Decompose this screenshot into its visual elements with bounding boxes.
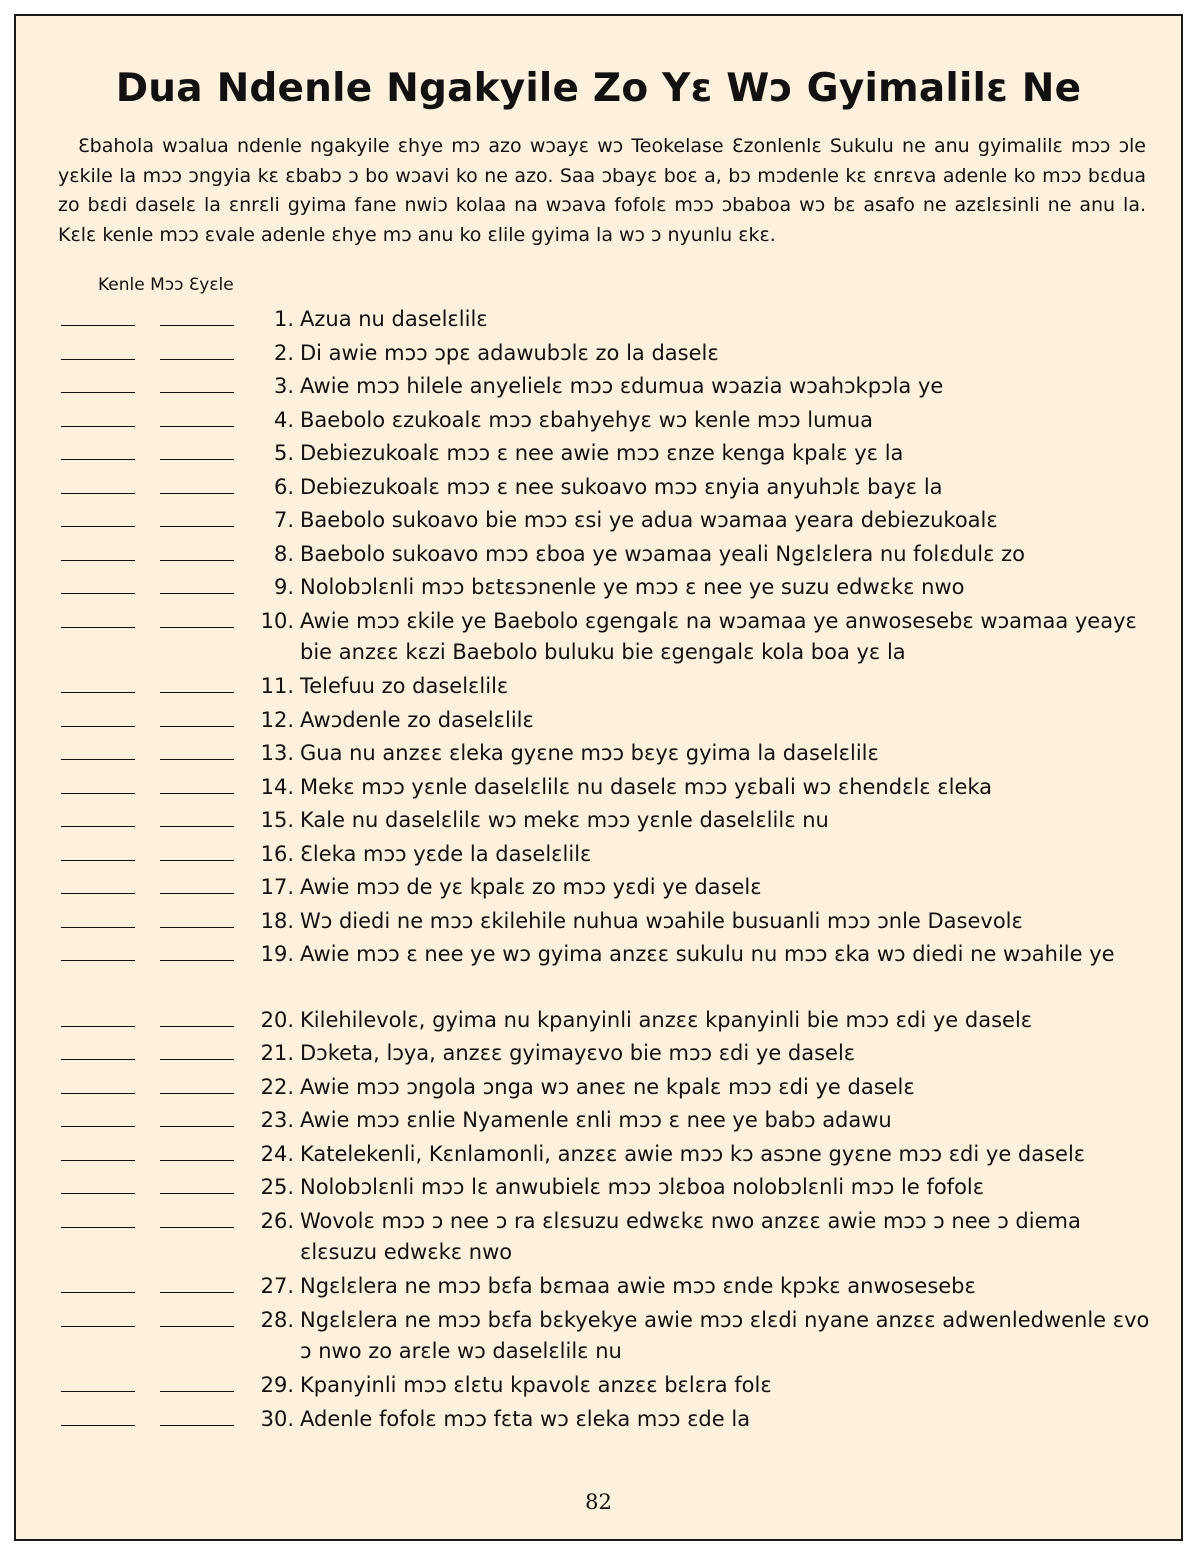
question-number: 24. [260,1141,294,1166]
date-blank-1[interactable] [61,560,135,561]
date-blank-2[interactable] [160,1026,234,1027]
question-text: Awie mɔɔ ɛnlie Nyamenle ɛnli mɔɔ ɛ nee ye babɔ adawu [300,1108,892,1132]
question-number: 28. [260,1307,294,1332]
question-number: 8. [273,541,294,566]
date-blank-1[interactable] [61,826,135,827]
date-blank-1[interactable] [61,726,135,727]
date-blank-1[interactable] [61,1193,135,1194]
question-number: 1. [273,307,294,331]
question-text: Dɔketa, lɔya, anzɛɛ gyimayɛvo bie mɔɔ ɛdi ye daselɛ [300,1041,856,1065]
page-number: 82 [585,1490,612,1514]
date-blank-1[interactable] [61,1425,135,1426]
question-row [16,872,1181,906]
question-number: 4. [273,407,294,432]
question-text: Ngɛlɛlera ne mɔɔ bɛfa bɛmaa awie mɔɔ ɛnde kpɔkɛ anwosesebɛ [300,1274,976,1298]
date-blank-2[interactable] [160,1326,234,1327]
question-number: 7. [273,508,294,532]
question-text: Nolobɔlɛnli mɔɔ bɛtɛsɔnenle ye mɔɔ ɛ nee ye suzu edwɛkɛ nwo [300,575,965,599]
date-blank-1[interactable] [61,426,135,427]
question-number: 21. [260,1041,294,1065]
question-row [16,906,1181,940]
date-blank-2[interactable] [160,359,234,360]
question-row [16,371,1181,405]
question-row [16,671,1181,705]
date-blank-1[interactable] [61,593,135,594]
date-blank-2[interactable] [160,1126,234,1127]
date-blank-1[interactable] [61,627,135,628]
question-row [16,1370,1181,1404]
question-text: Ɛleka mɔɔ yɛde la daselɛlilɛ [300,841,592,866]
date-blank-2[interactable] [160,325,234,326]
question-text: Wovolɛ mɔɔ ɔ nee ɔ ra ɛlɛsuzu edwɛkɛ nwo anzɛɛ awie mɔɔ ɔ nee ɔ diema ɛlɛsuzu edwɛkɛ nwo [300,1208,1081,1264]
date-blank-1[interactable] [61,1160,135,1161]
question-list [16,304,1181,1437]
question-row [16,1105,1181,1139]
date-blank-1[interactable] [61,325,135,326]
date-blank-1[interactable] [61,1126,135,1127]
question-text: Awie mɔɔ ɛ nee ye wɔ gyima anzɛɛ sukulu nu mɔɔ ɛka wɔ diedi ne wɔahile ye [300,942,1115,966]
question-number: 27. [260,1274,294,1298]
date-blank-2[interactable] [160,593,234,594]
page-title: Dua Ndenle Ngakyile Zo Yɛ Wɔ Gyimalilɛ Ne [115,66,1082,111]
question-row [16,1005,1181,1039]
question-number: 25. [260,1175,294,1199]
question-row [16,539,1181,573]
question-text: Ngɛlɛlera ne mɔɔ bɛfa bɛkyekye awie mɔɔ ɛlɛdi nyane anzɛɛ adwenledwenle ɛvo ɔ nwo zo arɛle wɔ daselɛlilɛ nu [300,1307,1150,1363]
date-blank-2[interactable] [160,1093,234,1094]
date-blank-2[interactable] [160,526,234,527]
date-blank-2[interactable] [160,860,234,861]
question-number: 13. [260,741,294,765]
question-text: Kilehilevolɛ, gyima nu kpanyinli anzɛɛ kpanyinli bie mɔɔ ɛdi ye daselɛ [300,1007,1033,1032]
question-number: 3. [273,374,294,398]
question-number: 29. [260,1373,294,1397]
date-blank-2[interactable] [160,627,234,628]
question-text: Kale nu daselɛlilɛ wɔ mekɛ mɔɔ yɛnle daselɛlilɛ nu [300,808,829,832]
question-number: 19. [260,942,294,966]
date-blank-1[interactable] [61,692,135,693]
question-row [16,1172,1181,1206]
question-text: Awie mɔɔ hilele anyelielɛ mɔɔ ɛdumua wɔazia wɔahɔkpɔla ye [300,374,944,398]
question-text: Katelekenli, Kɛnlamonli, anzɛɛ awie mɔɔ kɔ asɔne gyɛne mɔɔ ɛdi ye daselɛ [300,1141,1086,1166]
question-text: Awie mɔɔ ɔngola ɔnga wɔ aneɛ ne kpalɛ mɔɔ ɛdi ye daselɛ [300,1074,915,1099]
question-row [16,405,1181,439]
question-number: 12. [260,707,294,732]
question-number: 16. [260,841,294,866]
date-blank-1[interactable] [61,493,135,494]
date-blank-2[interactable] [160,426,234,427]
question-text: Gua nu anzɛɛ ɛleka gyɛne mɔɔ bɛyɛ gyima la daselɛlilɛ [300,741,879,765]
date-blank-2[interactable] [160,759,234,760]
question-row [16,738,1181,772]
date-blank-2[interactable] [160,392,234,393]
date-blank-1[interactable] [61,927,135,928]
question-text: Telefuu zo daselɛlilɛ [300,674,509,698]
date-blank-2[interactable] [160,960,234,961]
question-row [16,572,1181,606]
question-row [16,1206,1181,1272]
question-row [16,1072,1181,1106]
date-blank-2[interactable] [160,726,234,727]
question-row [16,1404,1181,1438]
question-text: Awie mɔɔ de yɛ kpalɛ zo mɔɔ yɛdi ye daselɛ [300,875,762,899]
question-number: 6. [273,474,294,499]
date-blank-2[interactable] [160,692,234,693]
question-number: 30. [260,1406,294,1431]
date-blank-2[interactable] [160,459,234,460]
question-text: Wɔ diedi ne mɔɔ ɛkilehile nuhua wɔahile busuanli mɔɔ ɔnle Dasevolɛ [300,908,1023,933]
date-blank-2[interactable] [160,1391,234,1392]
question-text: Debiezukoalɛ mɔɔ ɛ nee sukoavo mɔɔ ɛnyia anyuhɔlɛ bayɛ la [300,474,943,499]
question-number: 11. [260,674,294,698]
question-row [16,705,1181,739]
date-blank-2[interactable] [160,1059,234,1060]
date-blank-2[interactable] [160,1193,234,1194]
question-number: 5. [273,441,294,465]
date-blank-1[interactable] [61,860,135,861]
question-number: 20. [260,1007,294,1032]
question-text: Baebolo sukoavo mɔɔ ɛboa ye wɔamaa yeali Ngɛlɛlera nu folɛdulɛ zo [300,541,1025,566]
question-number: 22. [260,1074,294,1099]
question-row [16,805,1181,839]
question-text: Azua nu daselɛlilɛ [300,307,488,331]
date-blank-1[interactable] [61,1227,135,1228]
date-blank-1[interactable] [61,459,135,460]
question-number: 10. [260,608,294,633]
question-row [16,939,1181,1005]
question-number: 9. [273,575,294,599]
question-row [16,1271,1181,1305]
question-row [16,772,1181,806]
question-text: Baebolo sukoavo bie mɔɔ ɛsi ye adua wɔamaa yeara debiezukoalɛ [300,508,998,532]
question-number: 14. [260,774,294,799]
date-blank-2[interactable] [160,793,234,794]
date-blank-1[interactable] [61,759,135,760]
question-row [16,839,1181,873]
question-number: 17. [260,875,294,899]
question-text: Nolobɔlɛnli mɔɔ lɛ anwubielɛ mɔɔ ɔlɛboa nolobɔlɛnli mɔɔ le fofolɛ [300,1175,985,1199]
question-text: Di awie mɔɔ ɔpɛ adawubɔlɛ zo la daselɛ [300,340,719,365]
question-number: 18. [260,908,294,933]
question-row [16,304,1181,338]
date-blank-2[interactable] [160,927,234,928]
date-blank-1[interactable] [61,1093,135,1094]
date-blank-2[interactable] [160,1160,234,1161]
question-row [16,505,1181,539]
question-text: Kpanyinli mɔɔ ɛlɛtu kpavolɛ anzɛɛ bɛlɛra folɛ [300,1373,772,1397]
date-blank-2[interactable] [160,1227,234,1228]
question-text: Baebolo ɛzukoalɛ mɔɔ ɛbahyehyɛ wɔ kenle mɔɔ lumua [300,407,874,432]
question-text: Awie mɔɔ ɛkile ye Baebolo ɛgengalɛ na wɔamaa ye anwosesebɛ wɔamaa yeayɛ bie anzɛɛ kɛzi Baebolo buluku bie ɛgengalɛ kola boa yɛ la [300,608,1137,664]
question-text: Adenle fofolɛ mɔɔ fɛta wɔ ɛleka mɔɔ ɛde la [300,1406,751,1431]
date-blank-1[interactable] [61,1292,135,1293]
date-blank-1[interactable] [61,1026,135,1027]
date-blank-2[interactable] [160,560,234,561]
date-blank-1[interactable] [61,793,135,794]
date-blank-2[interactable] [160,893,234,894]
question-row [16,438,1181,472]
date-blank-2[interactable] [160,493,234,494]
question-text: Awɔdenle zo daselɛlilɛ [300,707,534,732]
date-blank-1[interactable] [61,1326,135,1327]
date-blank-1[interactable] [61,1391,135,1392]
question-number: 15. [260,808,294,832]
question-text: Mekɛ mɔɔ yɛnle daselɛlilɛ nu daselɛ mɔɔ yɛbali wɔ ɛhendɛlɛ ɛleka [300,774,993,799]
question-row [16,472,1181,506]
worksheet-page [14,14,1183,1541]
question-row [16,1305,1181,1371]
question-text: Debiezukoalɛ mɔɔ ɛ nee awie mɔɔ ɛnze kenga kpalɛ yɛ la [300,441,904,465]
date-blank-1[interactable] [61,960,135,961]
date-blank-2[interactable] [160,1292,234,1293]
question-row [16,606,1181,672]
date-blank-2[interactable] [160,1425,234,1426]
date-column-header: Kenle Mɔɔ Ɛyɛle [98,275,234,295]
intro-paragraph: Ɛbahola wɔalua ndenle ngakyile ɛhye mɔ azo wɔayɛ wɔ Teokelase Ɛzonlenlɛ Sukulu ne anu gyimalilɛ mɔɔ ɔle yɛkile la mɔɔ ɔngyia kɛ ɛbabɔ ɔ bo wɔavi ko ne azo. Saa ɔbayɛ boɛ a, bɔ mɔdenle kɛ ɛnrɛva adenle ko mɔɔ bɛdua zo bɛdi daselɛ la ɛnrɛli gyima fane nwiɔ kolaa na wɔava fofolɛ mɔɔ ɔbaboa wɔ bɛ asafo ne azɛlɛsinli ne anu la. Kɛlɛ kenle mɔɔ ɛvale adenle ɛhye mɔ anu ko ɛlile gyima la wɔ ɔ nyunlu ɛkɛ. [58,135,1146,246]
date-blank-1[interactable] [61,1059,135,1060]
date-blank-1[interactable] [61,392,135,393]
question-row [16,1139,1181,1173]
question-number: 23. [260,1108,294,1132]
date-blank-1[interactable] [61,526,135,527]
question-row [16,338,1181,372]
question-number: 2. [273,340,294,365]
date-blank-2[interactable] [160,826,234,827]
date-blank-1[interactable] [61,359,135,360]
question-row [16,1038,1181,1072]
date-blank-1[interactable] [61,893,135,894]
question-number: 26. [260,1208,294,1233]
